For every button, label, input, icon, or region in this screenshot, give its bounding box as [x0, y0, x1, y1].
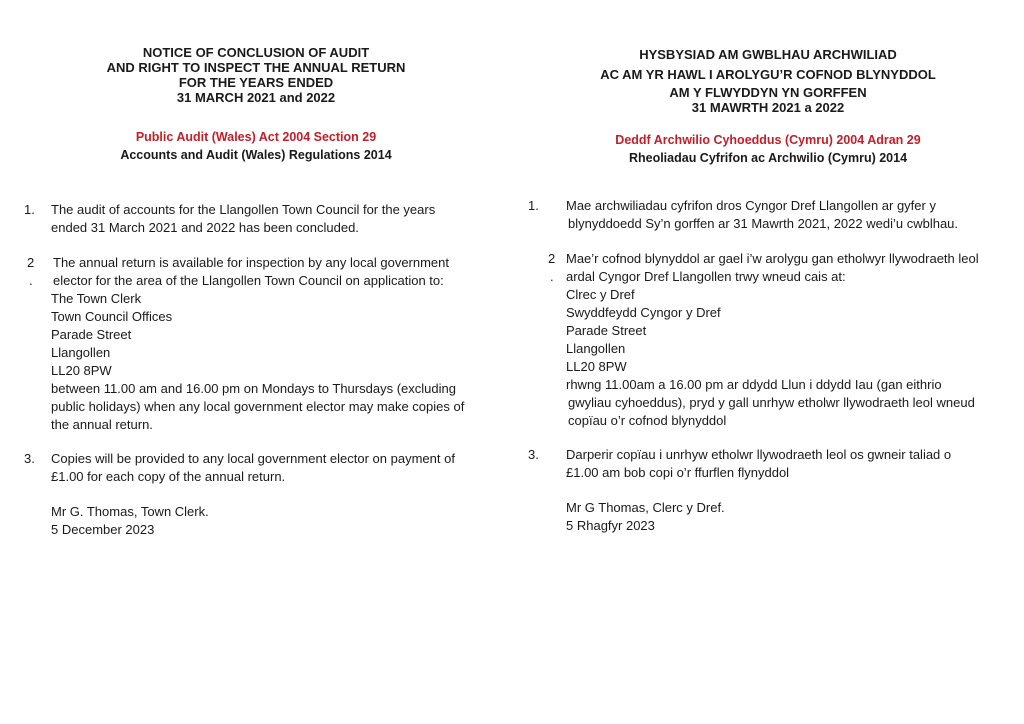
text-span: ar gyfer y [878, 198, 936, 213]
address-line: Parade Street [566, 323, 647, 338]
text-span: Mae archwiliadau cyfrifon dros [566, 198, 746, 213]
heading-line: HYSBYSIAD AM GWBLHAU ARCHWILIAD [639, 47, 897, 62]
item-3-text [51, 450, 455, 486]
regulations-title: Rheoliadau Cyfrifon ac Archwilio (Cymru) 2014 [628, 151, 908, 165]
text-line: the annual return. [51, 417, 153, 432]
text-line [566, 268, 979, 286]
notice-heading [512, 45, 1024, 115]
text-line: Mae’r cofnod blynyddol ar gael i’w arolygu gan etholwyr llywodraeth leol [566, 251, 979, 266]
text-line: Copies will be provided to any local government elector on payment of [51, 451, 455, 466]
council-name: the Llangollen Town Council on application to: [180, 273, 444, 288]
text-line [566, 197, 958, 215]
address-line: LL20 8PW [51, 363, 112, 378]
address-line: Swyddfeydd Cyngor y Dref [566, 305, 721, 320]
council-name: Cyngor Dref Llangollen [745, 198, 879, 213]
heading-line: AND RIGHT TO INSPECT THE ANNUAL RETURN [106, 60, 406, 75]
notice-date: 5 Rhagfyr 2023 [566, 518, 655, 533]
notice-heading [0, 45, 512, 105]
address-line: Parade Street [51, 327, 132, 342]
opening-hours [51, 380, 464, 398]
text-span: trwy wneud cais at: [731, 269, 846, 284]
text-line: £1.00 am bob copi o’r ffurflen flynyddol [566, 465, 790, 480]
welsh-notice [512, 0, 1024, 724]
hours-emphasis: between 11.00 am and 16.00 pm [51, 381, 241, 396]
text-span: on Mondays to Thursdays (excluding [240, 381, 456, 396]
address-line: Town Council Offices [51, 309, 173, 324]
heading-line: 31 MARCH 2021 and 2022 [176, 90, 336, 105]
text-line: £1.00 for each copy of the annual return. [51, 469, 286, 484]
item-number: 2 [27, 255, 35, 270]
council-name: ardal Cyngor Dref Llangollen [566, 269, 732, 284]
opening-hours [566, 376, 979, 394]
text-span: elector for the area of [53, 273, 181, 288]
item-2-text [566, 250, 979, 430]
address-line: The Town Clerk [51, 291, 142, 306]
signature-block [51, 503, 209, 539]
heading-line: NOTICE OF CONCLUSION OF AUDIT [142, 45, 370, 60]
signature: Mr G. Thomas, Town Clerk. [51, 504, 209, 519]
item-number: 1. [24, 202, 35, 217]
address-line: Llangollen [566, 341, 626, 356]
heading-line: FOR THE YEARS ENDED [178, 75, 334, 90]
item-3-text [566, 446, 951, 482]
act-title: Deddf Archwilio Cyhoeddus (Cymru) 2004 Adran 29 [615, 133, 921, 147]
act-title: Public Audit (Wales) Act 2004 Section 29 [135, 130, 377, 144]
item-number: 3. [24, 451, 35, 466]
text-line: blynyddoedd Sy’n gorffen ar 31 Mawrth 2021, 2022 wedi’u cwblhau. [568, 216, 959, 231]
signature-block [566, 499, 725, 535]
regulations-title: Accounts and Audit (Wales) Regulations 2014 [120, 148, 392, 162]
hours-emphasis: rhwng 11.00am a 16.00 pm ar [566, 377, 739, 392]
text-line: The annual return is available for inspection by any local government [53, 255, 450, 270]
signature: Mr G Thomas, Clerc y Dref. [566, 500, 725, 515]
text-span: ddydd Llun i ddydd Iau (gan eithrio [738, 377, 942, 392]
text-line: The audit of accounts for the Llangollen Town Council for the years [51, 202, 436, 217]
heading-line: 31 MAWRTH 2021 a 2022 [691, 100, 845, 115]
text-line: public holidays) when any local government elector may make copies of [51, 399, 465, 414]
item-2-text [51, 254, 464, 434]
heading-line: AC AM YR HAWL I AROLYGU’R COFNOD BLYNYDDOL [600, 67, 936, 82]
text-line: gwyliau cyhoeddus), pryd y gall unrhyw etholwr llywodraeth leol wneud [568, 395, 975, 410]
address-line: Llangollen [51, 345, 111, 360]
item-number-dot: . [29, 273, 33, 288]
item-1-text [566, 197, 958, 233]
heading-line: AM Y FLWYDDYN YN GORFFEN [669, 85, 867, 100]
text-line: ended 31 March 2021 and 2022 has been concluded. [51, 220, 359, 235]
address-line: Clrec y Dref [566, 287, 635, 302]
address-line: LL20 8PW [566, 359, 627, 374]
item-number-dot: . [550, 269, 554, 284]
item-number: 2 [548, 251, 556, 266]
item-1-text [51, 201, 435, 237]
text-line: copïau o’r cofnod blynyddol [568, 413, 727, 428]
text-line: Darperir copïau i unrhyw etholwr llywodraeth leol os gwneir taliad o [566, 447, 952, 462]
item-number: 1. [528, 198, 539, 213]
item-number: 3. [528, 447, 539, 462]
text-line [51, 272, 464, 290]
notice-date: 5 December 2023 [51, 522, 155, 537]
